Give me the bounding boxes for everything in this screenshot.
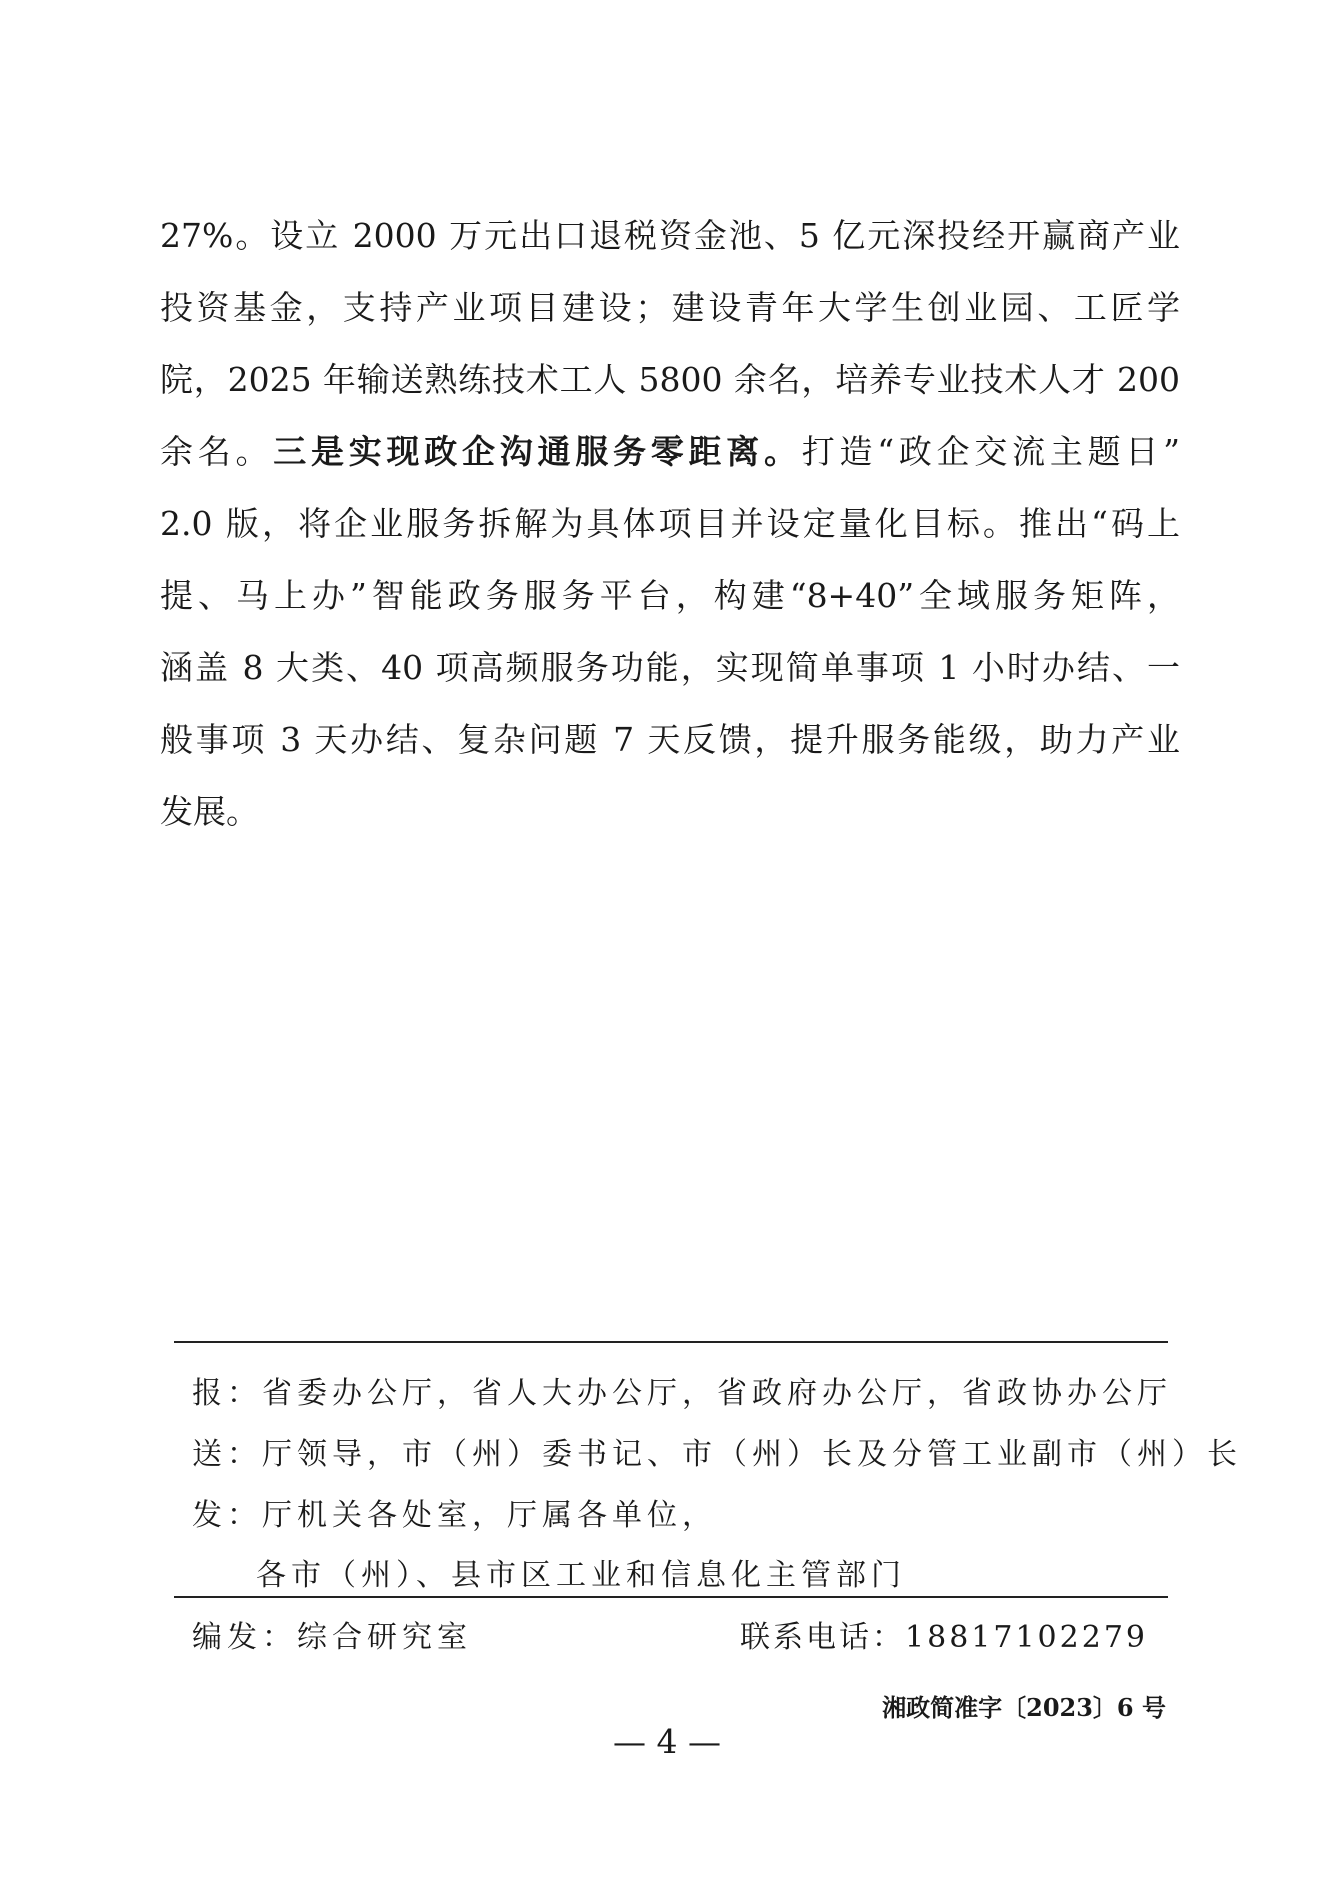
distribution-send: 送：厅领导，市（州）委书记、市（州）长及分管工业副市（州）长 — [192, 1437, 1242, 1472]
body-line-8: 般事项 3 天办结、复杂问题 7 天反馈，提升服务能级，助力产业 — [160, 720, 1180, 759]
distribution-report: 报：省委办公厅，省人大办公厅，省政府办公厅，省政协办公厅 — [192, 1376, 1172, 1411]
body-line-1: 27%。设立 2000 万元出口退税资金池、5 亿元深投经开赢商产业 — [160, 216, 1180, 255]
contact-phone: 联系电话：18817102279 — [740, 1620, 1148, 1655]
body-line-4-suffix: 打造“政企交流主题日” — [801, 432, 1180, 471]
body-line-9: 发展。 — [160, 792, 259, 831]
body-line-5: 2.0 版，将企业服务拆解为具体项目并设定量化目标。推出“码上 — [160, 504, 1180, 543]
distribution-issue: 发：厅机关各处室，厅属各单位， — [192, 1498, 717, 1533]
page-number: — 4 — — [613, 1722, 721, 1761]
bottom-divider — [174, 1596, 1168, 1598]
body-line-3: 院，2025 年输送熟练技术工人 5800 余名，培养专业技术人才 200 — [160, 360, 1180, 399]
body-line-7: 涵盖 8 大类、40 项高频服务功能，实现简单事项 1 小时办结、一 — [160, 648, 1180, 687]
body-line-4 — [160, 416, 1180, 488]
body-text — [160, 200, 1180, 848]
top-divider — [174, 1341, 1168, 1343]
document-number: 湘政简准字〔2023〕6 号 — [882, 1693, 1166, 1722]
distribution-issue-cont: 各市（州）、县市区工业和信息化主管部门 — [256, 1558, 906, 1593]
body-line-2: 投资基金，支持产业项目建设；建设青年大学生创业园、工匠学 — [160, 288, 1180, 327]
body-line-4-bold: 三是实现政企沟通服务零距离。 — [273, 432, 802, 471]
editor-label: 编发：综合研究室 — [192, 1620, 472, 1655]
body-line-4-prefix: 余名。 — [160, 432, 274, 471]
body-line-6: 提、马上办”智能政务服务平台，构建“8+40”全域服务矩阵， — [160, 576, 1180, 615]
